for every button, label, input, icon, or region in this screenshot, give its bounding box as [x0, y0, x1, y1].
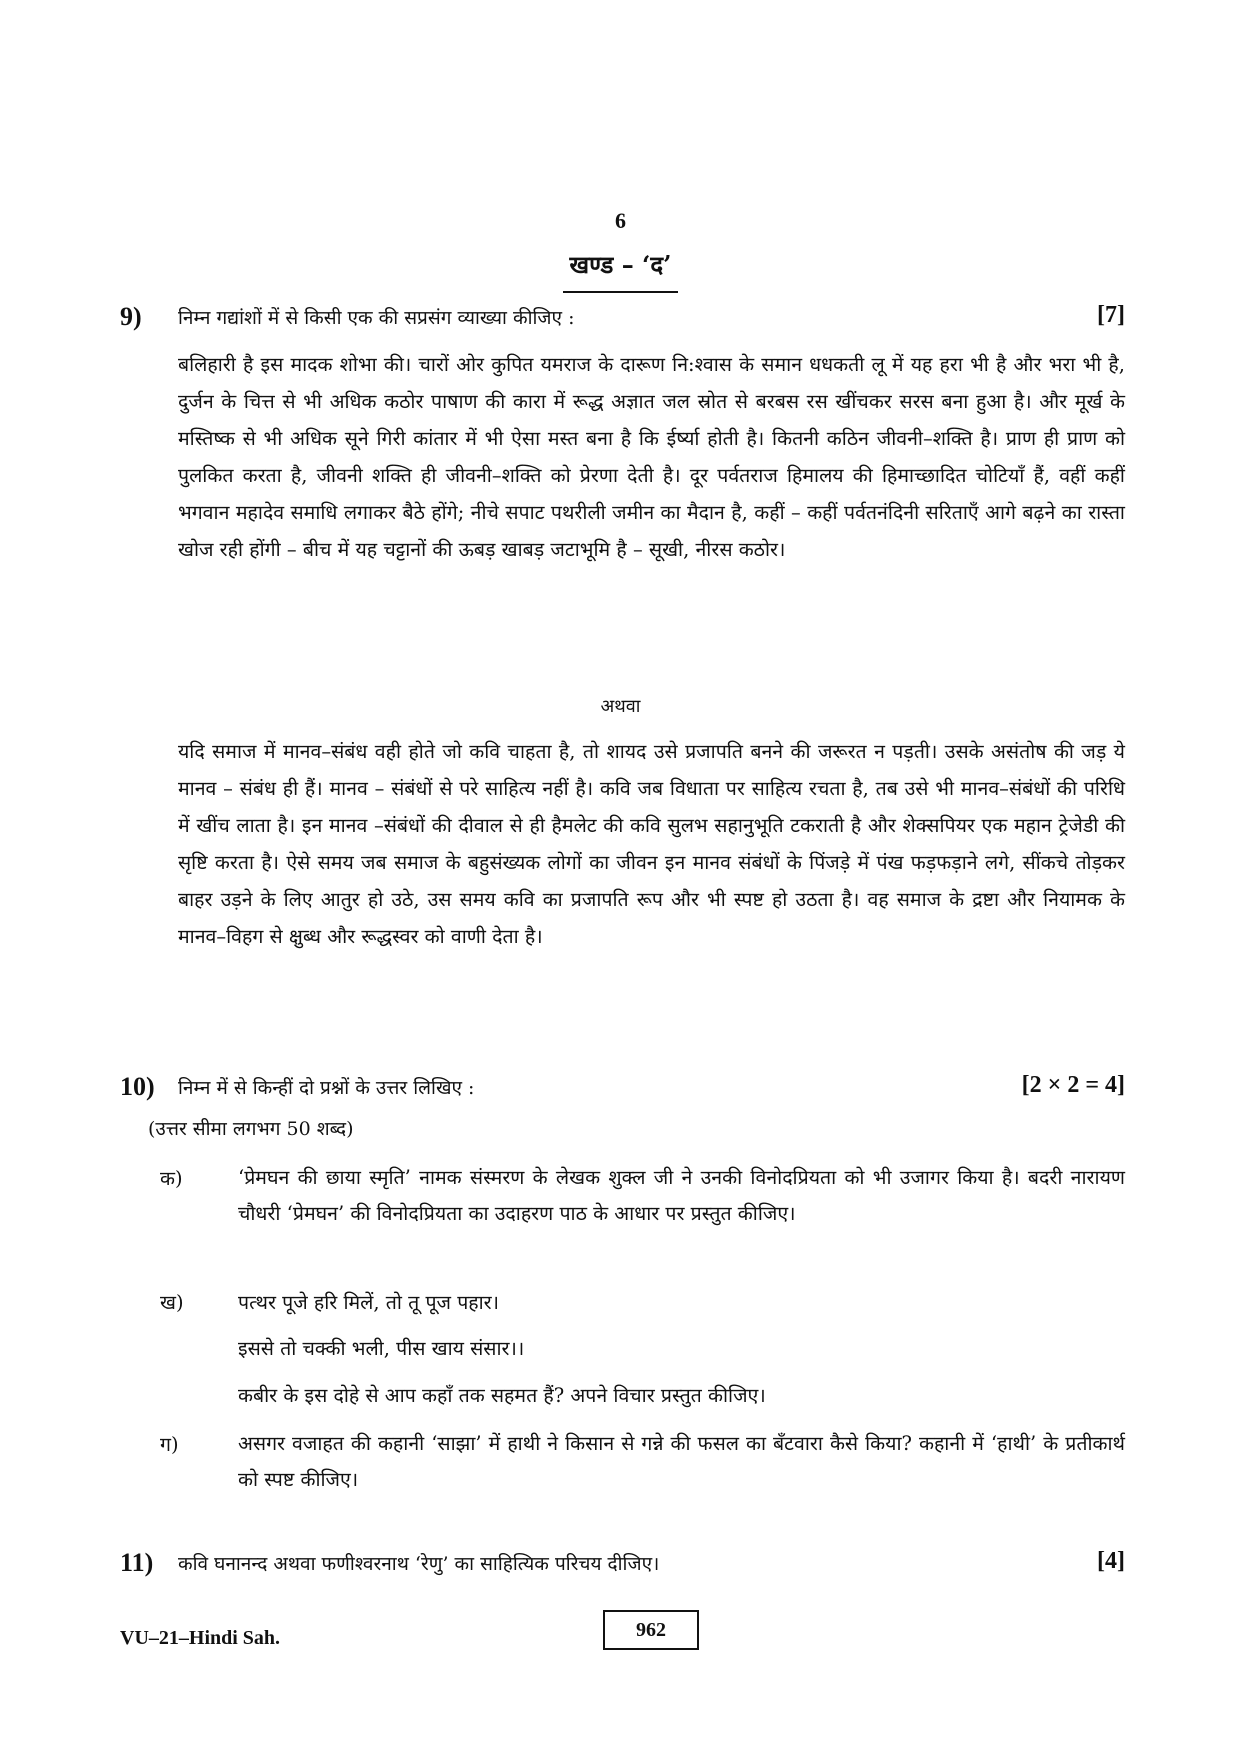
couplet-question: कबीर के इस दोहे से आप कहाँ तक सहमत हैं? अपने विचार प्रस्तुत कीजिए। — [238, 1384, 766, 1407]
paper-code: VU–21–Hindi Sah. — [120, 1627, 281, 1649]
question-number: 11) — [120, 1548, 154, 1577]
page-number: 6 — [615, 208, 626, 233]
passage-1: बलिहारी है इस मादक शोभा की। चारों ओर कुपित यमराज के दारूण नि:श्वास के समान धधकती लू में यह हरा भी है और भरा भी है, दुर्जन के चित्त से भी अधिक कठोर पाषाण की कारा में रूद्ध अज्ञात जल स्रोत से बरबस रस खींचकर सरस बना हुआ है। और मूर्ख के मस्तिष्क से भी अधिक सूने गिरी कांतार में भी ऐसा मस्त बना है कि ईर्ष्या होती है। कितनी कठिन जीवनी–शक्ति है। प्राण ही प्राण को पुलकित करता है, जीवनी शक्ति ही जीवनी–शक्ति को प्रेरणा देती है। दूर पर्वतराज हिमालय की हिमाच्छादित चोटियाँ हैं, वहीं कहीं भगवान महादेव समाधि लगाकर बैठे होंगे; नीचे सपाट पथरीली जमीन का मैदान है, कहीं – कहीं पर्वतनंदिनी सरिताएँ आगे बढ़ने का रास्ता खोज रही होंगी – बीच में यह चट्टानों की ऊबड़ खाबड़ जटाभूमि है – सूखी, नीरस कठोर। — [178, 353, 1125, 561]
word-limit-note: (उत्तर सीमा लगभग 50 शब्द) — [148, 1118, 354, 1140]
page-code-box: 962 — [603, 1610, 699, 1650]
question-number: 10) — [120, 1072, 155, 1101]
couplet-line-2: इससे तो चक्की भली, पीस खाय संसार।। — [238, 1337, 525, 1360]
question-prompt: निम्न में से किन्हीं दो प्रश्नों के उत्तर लिखिए : — [178, 1077, 475, 1099]
sub-question-label: ग) — [160, 1433, 179, 1456]
section-title: खण्ड – ‘द’ — [563, 248, 677, 293]
sub-question-text: ‘प्रेमघन की छाया स्मृति’ नामक संस्मरण के लेखक शुक्ल जी ने उनकी विनोदप्रियता को भी उजागर किया है। बदरी नारायण चौधरी ‘प्रेमघन’ की विनोदप्रियता का उदाहरण पाठ के आधार पर प्रस्तुत कीजिए। — [238, 1166, 1125, 1225]
or-label: अथवा — [600, 696, 641, 717]
question-marks: [7] — [1097, 302, 1125, 328]
question-marks: [2 × 2 = 4] — [1021, 1072, 1125, 1098]
question-prompt: निम्न गद्यांशों में से किसी एक की सप्रसंग व्याख्या कीजिए : — [178, 307, 575, 329]
passage-2: यदि समाज में मानव–संबंध वही होते जो कवि चाहता है, तो शायद उसे प्रजापति बनने की जरूरत न पड़ती। उसके असंतोष की जड़ ये मानव – संबंध ही हैं। मानव – संबंधों से परे साहित्य नहीं है। कवि जब विधाता पर साहित्य रचता है, तब उसे भी मानव–संबंधों की परिधि में खींच लाता है। इन मानव –संबंधों की दीवाल से ही हैमलेट की कवि सुलभ सहानुभूति टकराती है और शेक्सपियर एक महान ट्रेजेडी की सृष्टि करता है। ऐसे समय जब समाज के बहुसंख्यक लोगों का जीवन इन मानव संबंधों के पिंजड़े में पंख फड़फड़ाने लगे, सींकचे तोड़कर बाहर उड़ने के लिए आतुर हो उठे, उस समय कवि का प्रजापति रूप और भी स्पष्ट हो उठता है। वह समाज के द्रष्टा और नियामक के मानव–विहग से क्षुब्ध और रूद्धस्वर को वाणी देता है। — [178, 740, 1125, 948]
question-marks: [4] — [1097, 1548, 1125, 1574]
sub-question-text: असगर वजाहत की कहानी ‘साझा’ में हाथी ने किसान से गन्ने की फसल का बँटवारा कैसे किया? कहानी में ‘हाथी’ के प्रतीकार्थ को स्पष्ट कीजिए। — [238, 1432, 1125, 1491]
section-title-wrap — [0, 248, 1241, 293]
sub-question-label: क) — [160, 1167, 183, 1190]
couplet-line-1: पत्थर पूजे हरि मिलें, तो तू पूज पहार। — [238, 1291, 500, 1314]
question-number: 9) — [120, 302, 142, 331]
sub-question-label: ख) — [160, 1291, 184, 1314]
question-prompt: कवि घनानन्द अथवा फणीश्वरनाथ ‘रेणु’ का साहित्यिक परिचय दीजिए। — [178, 1553, 660, 1575]
